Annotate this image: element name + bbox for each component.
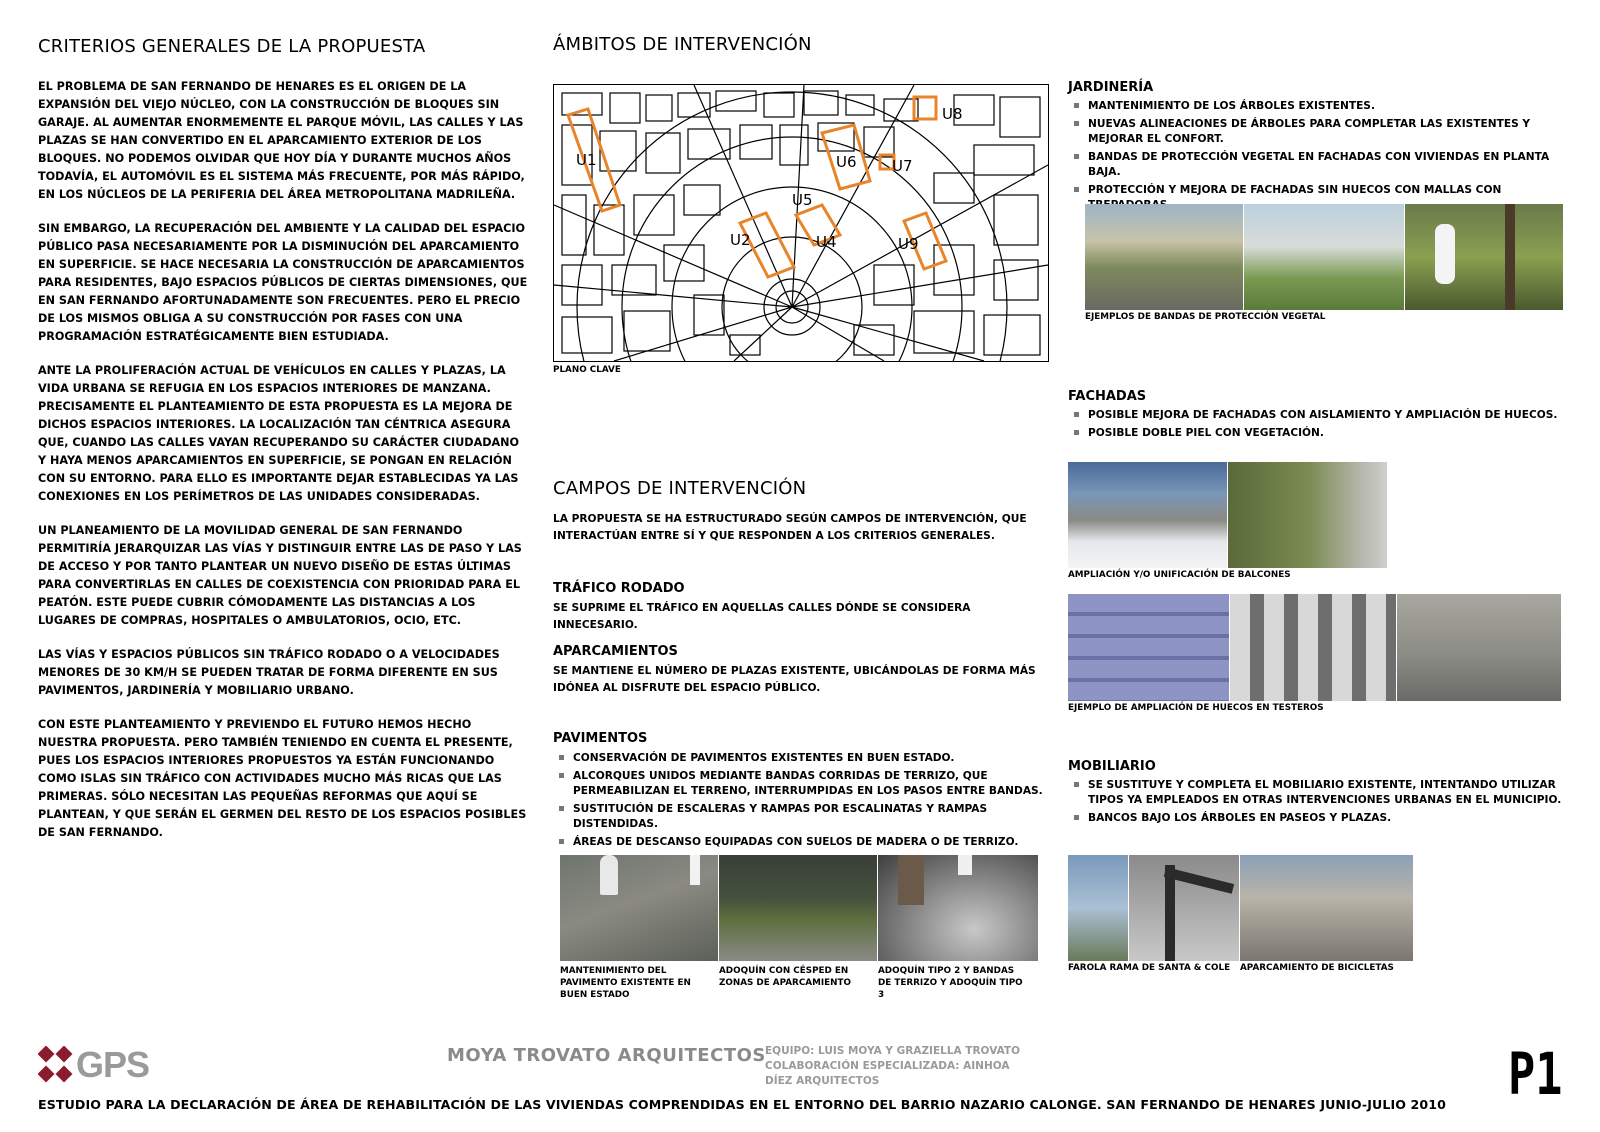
- unit-label: U7: [892, 157, 913, 175]
- list-item: POSIBLE DOBLE PIEL CON VEGETACIÓN.: [1068, 426, 1568, 441]
- unit-label: U8: [942, 105, 963, 123]
- gps-logo-text: GPS: [76, 1044, 150, 1085]
- caption-streetlight: FAROLA RAMA DE SANTA & COLE: [1068, 963, 1231, 973]
- photo-openings-2: [1230, 594, 1396, 701]
- criterios-paragraph: ANTE LA PROLIFERACIÓN ACTUAL DE VEHÍCULOS EN CALLES Y PLAZAS, LA VIDA URBANA SE REFUGIA EN LOS ESPACIOS INTERIORES DE MANZANA. PRECISAMENTE EL PLANTEAMIENTO DE ESTA PROPUESTA ES LA MEJORA DE DICHOS ESPACIOS INTERIORES. LA LOCALIZACIÓN TAN CÉNTRICA ASEGURA QUE, CUANDO LAS CALLES VAYAN RECUPERANDO SU CARÁCTER CIUDADANO Y HAYA MENOS APARCAMIENTOS EN SUPERFICIE, SE PONGAN EN RELACIÓN CON SU ENTORNO. PARA ELLO ES IMPORTANTE DEJAR ESTABLECIDAS YA LAS CONEXIONES EN LOS PERÍMETROS DE LAS UNIDADES CONSIDERADAS.: [38, 364, 520, 503]
- unit-label: U4: [816, 233, 837, 251]
- sheet-number: P1: [1508, 1040, 1563, 1108]
- photo-vegetal-band-2: [1244, 204, 1404, 310]
- list-item: ALCORQUES UNIDOS MEDIANTE BANDAS CORRIDAS DE TERRIZO, QUE PERMEABILIZAN EL TERRENO, INTERRUMPIDAS EN LOS PASOS ENTRE BANDAS.: [553, 769, 1043, 799]
- photo-bike-parking: [1240, 855, 1413, 961]
- map-drawing: [554, 85, 1048, 361]
- photo-balconies-2: [1228, 462, 1387, 568]
- unit-label: U2: [730, 231, 751, 249]
- criterios-paragraph: EL PROBLEMA DE SAN FERNANDO DE HENARES ES EL ORIGEN DE LA EXPANSIÓN DEL VIEJO NÚCLEO, CON LA CONSTRUCCIÓN DE BLOQUES SIN GARAJE. AL AUMENTAR ENORMEMENTE EL PARQUE MÓVIL, LAS CALLES Y LAS PLAZAS SE HAN CONVERTIDO EN EL APARCAMIENTO EXTERIOR DE LOS BLOQUES. NO PODEMOS OLVIDAR QUE HOY DÍA Y DURANTE MUCHOS AÑOS TODAVÍA, EL AUTOMÓVIL ES EL SISTEMA MÁS FRECUENTE, POR MÁS RÁPIDO, EN LOS NÚCLEOS DE LA PERIFERIA DEL ÁREA METROPOLITANA MADRILEÑA.: [38, 80, 525, 201]
- list-item: POSIBLE MEJORA DE FACHADAS CON AISLAMIENTO Y AMPLIACIÓN DE HUECOS.: [1068, 408, 1568, 423]
- aparcamientos-title: APARCAMIENTOS: [553, 644, 678, 659]
- caption-grass-pavers: ADOQUÍN CON CÉSPED EN ZONAS DE APARCAMIENTO: [719, 966, 851, 988]
- photo-existing-pavement: [560, 855, 718, 961]
- campos-title: CAMPOS DE INTERVENCIÓN: [553, 478, 807, 499]
- caption-existing-pavement: MANTENIMIENTO DEL PAVIMENTO EXISTENTE EN BUEN ESTADO: [560, 966, 691, 1000]
- gps-logo-mark: [38, 1046, 74, 1084]
- photo-grass-pavers: [719, 855, 877, 961]
- team-credits: [765, 1044, 1035, 1089]
- unit-label: U6: [836, 153, 857, 171]
- gps-logo: [38, 1046, 178, 1086]
- aparcamientos-text: SE MANTIENE EL NÚMERO DE PLAZAS EXISTENTE, UBICÁNDOLAS DE FORMA MÁS IDÓNEA AL DISFRUTE DEL ESPACIO PÚBLICO.: [553, 665, 1036, 694]
- ambitos-title: ÁMBITOS DE INTERVENCIÓN: [553, 34, 812, 55]
- list-item: SE SUSTITUYE Y COMPLETA EL MOBILIARIO EXISTENTE, INTENTANDO UTILIZAR TIPOS YA EMPLEADOS EN OTRAS INTERVENCIONES URBANAS EN EL MUNICIPIO.: [1068, 778, 1568, 808]
- trafico-text: SE SUPRIME EL TRÁFICO EN AQUELLAS CALLES DÓNDE SE CONSIDERA INNECESARIO.: [553, 602, 971, 631]
- trafico-title: TRÁFICO RODADO: [553, 581, 685, 596]
- fachadas-title: FACHADAS: [1068, 389, 1147, 404]
- map-caption: PLANO CLAVE: [553, 365, 621, 375]
- criterios-paragraph: LAS VÍAS Y ESPACIOS PÚBLICOS SIN TRÁFICO RODADO O A VELOCIDADES MENORES DE 30 KM/H SE PUEDEN TRATAR DE FORMA DIFERENTE EN SUS PAVIMENTOS, JARDINERÍA Y MOBILIARIO URBANO.: [38, 648, 500, 697]
- photo-streetlight-2: [1129, 855, 1239, 961]
- team-line: EQUIPO: LUIS MOYA Y GRAZIELLA TROVATO: [765, 1045, 1021, 1057]
- photo-openings-1: [1068, 594, 1229, 701]
- list-item: PROTECCIÓN Y MEJORA DE FACHADAS SIN HUECOS CON MALLAS CON: [1068, 183, 1568, 213]
- caption-bike-parking: APARCAMIENTO DE BICICLETAS: [1240, 963, 1394, 973]
- photo-pavers-terrizo: [878, 855, 1038, 961]
- jardineria-title: JARDINERÍA: [1068, 80, 1154, 95]
- pavimentos-title: PAVIMENTOS: [553, 731, 648, 746]
- unit-label: U1: [576, 151, 597, 169]
- list-item: BANDAS DE PROTECCIÓN VEGETAL EN FACHADAS CON VIVIENDAS EN PLANTA BAJA.: [1068, 150, 1568, 180]
- photo-openings-3: [1397, 594, 1561, 701]
- criterios-title: CRITERIOS GENERALES DE LA PROPUESTA: [38, 36, 426, 57]
- unit-label: U5: [792, 191, 813, 209]
- firm-name: MOYA TROVATO ARQUITECTOS: [447, 1045, 766, 1066]
- caption-openings: EJEMPLO DE AMPLIACIÓN DE HUECOS EN TESTEROS: [1068, 703, 1324, 713]
- key-plan-map: [553, 84, 1049, 362]
- photo-vegetal-band-1: [1085, 204, 1243, 310]
- study-title: ESTUDIO PARA LA DECLARACIÓN DE ÁREA DE REHABILITACIÓN DE LAS VIVIENDAS COMPRENDIDAS EN EL ENTORNO DEL BARRIO NAZARIO CALONGE. SAN FERNANDO DE HENARES JUNIO-JULIO 2010: [38, 1097, 1446, 1112]
- criterios-paragraph: CON ESTE PLANTEAMIENTO Y PREVIENDO EL FUTURO HEMOS HECHO NUESTRA PROPUESTA. PERO TAMBIÉN TENIENDO EN CUENTA EL PRESENTE, PUES LOS ESPACIOS INTERIORES PROPUESTOS YA ESTÁN FUNCIONANDO COMO ISLAS SIN TRÁFICO CON ACTIVIDADES MUCHO MÁS RICAS QUE LAS PRIMERAS. SÓLO NECESITAN LAS PEQUEÑAS REFORMAS QUE AQUÍ SE PLANTEAN, Y QUE SERÁN EL GERMEN DEL RESTO DE LOS ESPACIOS POSIBLES DE SAN FERNANDO.: [38, 718, 527, 839]
- fachadas-list: [1068, 408, 1568, 444]
- collab-line: COLABORACIÓN ESPECIALIZADA: AINHOA DÍEZ ARQUITECTOS: [765, 1060, 1010, 1087]
- unit-label: U9: [898, 235, 919, 253]
- list-item: NUEVAS ALINEACIONES DE ÁRBOLES PARA COMPLETAR LAS EXISTENTES Y MEJORAR EL CONFORT.: [1068, 117, 1568, 147]
- list-item: MANTENIMIENTO DE LOS ÁRBOLES EXISTENTES.: [1068, 99, 1568, 114]
- caption-pavers-terrizo: ADOQUÍN TIPO 2 Y BANDAS DE TERRIZO Y ADOQUÍN TIPO 3: [878, 966, 1023, 1000]
- mobiliario-title: MOBILIARIO: [1068, 759, 1156, 774]
- criterios-paragraph: UN PLANEAMIENTO DE LA MOVILIDAD GENERAL DE SAN FERNANDO PERMITIRÍA JERARQUIZAR LAS VÍAS Y DISTINGUIR ENTRE LAS DE PASO Y LAS DE ACCESO Y POR TANTO PLANTEAR UN NUEVO DISEÑO DE ESTAS ÚLTIMAS PARA CONVERTIRLAS EN CALLES DE COEXISTENCIA CON PRIORIDAD PARA EL PEATÓN. ESTE PUEDE CUBRIR CÓMODAMENTE LAS DISTANCIAS A LOS LUGARES DE COMPRAS, HOSPITALES O AMBULATORIOS, OCIO, ETC.: [38, 524, 522, 627]
- criterios-paragraph: SIN EMBARGO, LA RECUPERACIÓN DEL AMBIENTE Y LA CALIDAD DEL ESPACIO PÚBLICO PASA NECESARIAMENTE POR LA DISMINUCIÓN DEL APARCAMIENTO EN SUPERFICIE. SE HACE NECESARIA LA CONSTRUCCIÓN DE APARCAMIENTOS PARA RESIDENTES, BAJO ESPACIOS PÚBLICOS DE CIERTAS DIMENSIONES, QUE EN SAN FERNANDO AFORTUNADAMENTE SON FRECUENTES. PERO EL PRECIO DE LOS MISMOS OBLIGA A SU CONSTRUCCIÓN POR FASES CON UNA PROGRAMACIÓN ESTRATÉGICAMENTE BIEN ESTUDIADA.: [38, 222, 528, 343]
- photo-vegetal-band-3: [1405, 204, 1563, 310]
- jardineria-list: [1068, 99, 1568, 216]
- photo-balconies-1: [1068, 462, 1227, 568]
- list-item: ÁREAS DE DESCANSO EQUIPADAS CON SUELOS DE MADERA O DE TERRIZO.: [553, 835, 1043, 850]
- criterios-text: [38, 78, 528, 858]
- mobiliario-list: [1068, 778, 1568, 829]
- caption-vegetal-band: EJEMPLOS DE BANDAS DE PROTECCIÓN VEGETAL: [1085, 312, 1326, 322]
- list-item: BANCOS BAJO LOS ÁRBOLES EN PASEOS Y PLAZAS.: [1068, 811, 1568, 826]
- pavimentos-list: [553, 751, 1043, 853]
- caption-balconies: AMPLIACIÓN Y/O UNIFICACIÓN DE BALCONES: [1068, 570, 1291, 580]
- campos-intro: LA PROPUESTA SE HA ESTRUCTURADO SEGÚN CAMPOS DE INTERVENCIÓN, QUE INTERACTÚAN ENTRE SÍ Y QUE RESPONDEN A LOS CRITERIOS GENERALES.: [553, 513, 1027, 542]
- list-item: SUSTITUCIÓN DE ESCALERAS Y RAMPAS POR ESCALINATAS Y RAMPAS DISTENDIDAS.: [553, 802, 1043, 832]
- list-item: CONSERVACIÓN DE PAVIMENTOS EXISTENTES EN BUEN ESTADO.: [553, 751, 1043, 766]
- photo-streetlight-1: [1068, 855, 1128, 961]
